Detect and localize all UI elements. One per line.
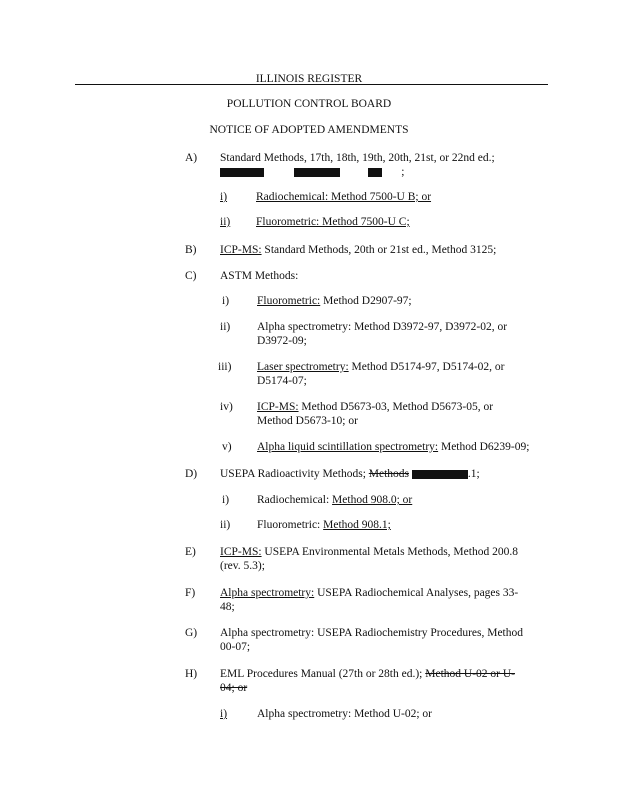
- item-b-label: B): [185, 244, 197, 256]
- item-h-text1: EML Procedures Manual (27th or 28th ed.);: [220, 668, 423, 680]
- item-h-i-label: i): [220, 708, 228, 720]
- item-e-label: E): [185, 546, 196, 558]
- item-d-ii-label: ii): [220, 519, 231, 531]
- item-e-text2: (rev. 5.3);: [220, 560, 265, 572]
- item-f-text1: USEPA Radiochemical Analyses, pages 33-: [317, 587, 519, 599]
- item-f-label: F): [185, 587, 196, 599]
- item-c-i-prefix: Fluorometric:: [257, 295, 321, 307]
- register-title: ILLINOIS REGISTER: [255, 73, 363, 85]
- item-g-text2: 00-07;: [220, 641, 251, 653]
- item-b-text: Standard Methods, 20th or 21st ed., Method 3125;: [264, 244, 497, 256]
- item-c-iii-text1: Method D5174-97, D5174-02, or: [351, 361, 505, 373]
- item-a-label: A): [185, 152, 198, 164]
- item-d-struck-text: Methods: [368, 468, 410, 480]
- item-c-iii-text2: D5174-07;: [257, 375, 307, 387]
- item-c-i-text: Method D2907-97;: [323, 295, 412, 307]
- item-d-i-label: i): [222, 494, 230, 506]
- item-d-text-c: .1;: [467, 468, 480, 480]
- item-c-ii-label: ii): [220, 321, 231, 333]
- item-d-i-line: [257, 494, 412, 506]
- item-c-iv-line: [257, 401, 493, 413]
- item-g-label: G): [185, 627, 198, 639]
- item-a-semicolon: ;: [401, 166, 405, 178]
- item-h-struck-text: Method U-02 or U-: [425, 668, 515, 680]
- item-d-line: [220, 468, 480, 480]
- item-c-iv-label: iv): [220, 401, 233, 413]
- item-d-label: D): [185, 468, 198, 480]
- item-c-ii-text2: D3972-09;: [257, 335, 307, 347]
- item-d-ii-method: Method 908.1;: [323, 519, 391, 531]
- redaction-mark: [220, 168, 264, 177]
- item-h-label: H): [185, 668, 198, 680]
- item-c-iv-prefix: ICP-MS:: [257, 401, 299, 413]
- item-f-text2: 48;: [220, 601, 235, 613]
- item-h-i-text: Alpha spectrometry: Method U-02; or: [257, 708, 433, 720]
- item-c-ii-text1: Alpha spectrometry: Method D3972-97, D3972-02, or: [257, 321, 508, 333]
- item-c-i-label: i): [222, 295, 230, 307]
- item-e-line: [220, 546, 518, 558]
- item-a-ii-label: ii): [220, 216, 231, 228]
- item-e-text1: USEPA Environmental Metals Methods, Method 200.8: [264, 546, 518, 558]
- notice-title: NOTICE OF ADOPTED AMENDMENTS: [209, 124, 409, 136]
- item-a-ii-text: Fluorometric: Method 7500-U C;: [256, 216, 410, 228]
- item-a-redaction-line: [220, 166, 404, 178]
- redaction-mark: [412, 470, 468, 479]
- item-e-prefix: ICP-MS:: [220, 546, 262, 558]
- item-f-prefix: Alpha spectrometry:: [220, 587, 315, 599]
- redaction-mark: [294, 168, 340, 177]
- item-d-ii-line: [257, 519, 391, 531]
- item-c-iv-text1: Method D5673-03, Method D5673-05, or: [301, 401, 494, 413]
- redaction-mark: [368, 168, 382, 177]
- item-c-v-prefix: Alpha liquid scintillation spectrometry:: [257, 441, 439, 453]
- item-c-iii-prefix: Laser spectrometry:: [257, 361, 349, 373]
- item-h-struck-text2: 04; or: [220, 682, 248, 694]
- item-c-v-label: v): [222, 441, 232, 453]
- item-c-v-text: Method D6239-09;: [440, 441, 530, 453]
- item-b-prefix: ICP-MS:: [220, 244, 262, 256]
- item-f-line: [220, 587, 518, 599]
- item-a-i-label: i): [220, 191, 228, 203]
- item-d-i-method: Method 908.0; or: [332, 494, 413, 506]
- item-c-text: ASTM Methods:: [220, 270, 299, 282]
- item-h-line: [220, 668, 515, 680]
- item-c-i-line: [257, 295, 412, 307]
- header-rule: [75, 84, 548, 85]
- item-a-i-text: Radiochemical: Method 7500-U B; or: [256, 191, 432, 203]
- board-title: POLLUTION CONTROL BOARD: [226, 98, 392, 110]
- item-d-i-text: Radiochemical:: [257, 494, 330, 506]
- item-d-text-a: USEPA Radioactivity Methods;: [220, 468, 366, 480]
- item-c-iii-label: iii): [218, 361, 232, 373]
- item-c-v-line: [257, 441, 529, 453]
- item-b-line: [220, 244, 496, 256]
- item-d-ii-text: Fluorometric:: [257, 519, 321, 531]
- item-g-text1: Alpha spectrometry: USEPA Radiochemistry Procedures, Method: [220, 627, 524, 639]
- item-c-iii-line: [257, 361, 505, 373]
- item-c-iv-text2: Method D5673-10; or: [257, 415, 358, 427]
- item-c-label: C): [185, 270, 197, 282]
- item-a-text: Standard Methods, 17th, 18th, 19th, 20th, 21st, or 22nd ed.;: [220, 152, 495, 164]
